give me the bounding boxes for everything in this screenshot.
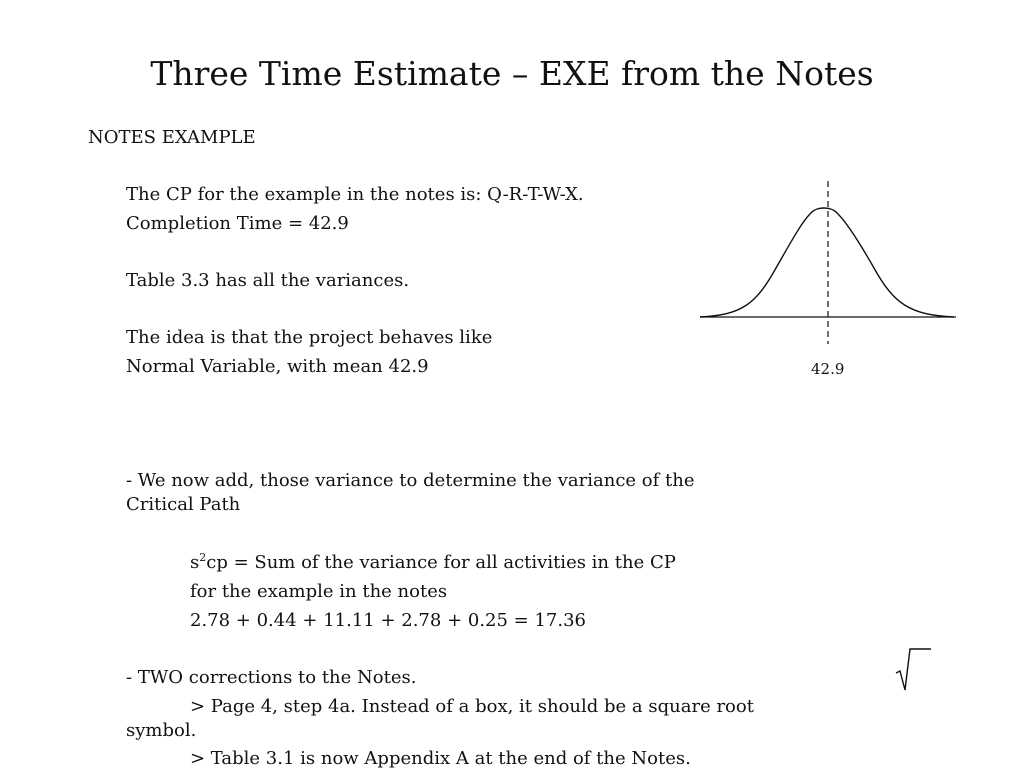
correction-1-line-2: symbol. xyxy=(126,720,197,741)
example-line: for the example in the notes xyxy=(190,581,448,602)
variances-line: Table 3.3 has all the variances. xyxy=(126,270,410,291)
critical-path-line: The CP for the example in the notes is: Q-R-T-W-X. xyxy=(126,184,584,205)
square-root-icon xyxy=(894,645,934,693)
formula-superscript: 2 xyxy=(199,551,207,564)
corrections-heading: - TWO corrections to the Notes. xyxy=(126,667,417,688)
formula-symbol: s xyxy=(190,552,200,573)
idea-line-2: Normal Variable, with mean 42.9 xyxy=(126,356,429,377)
slide-title: Three Time Estimate – EXE from the Notes xyxy=(150,54,874,93)
formula-text: cp = Sum of the variance for all activities in the CP xyxy=(206,552,676,573)
section-heading: NOTES EXAMPLE xyxy=(88,127,256,148)
mean-label: 42.9 xyxy=(811,360,845,378)
completion-time-line: Completion Time = 42.9 xyxy=(126,213,349,234)
correction-2: > Table 3.1 is now Appendix A at the end of the Notes. xyxy=(190,748,691,769)
idea-line-1: The idea is that the project behaves like xyxy=(126,327,493,348)
variance-sum-line: 2.78 + 0.44 + 11.11 + 2.78 + 0.25 = 17.36 xyxy=(190,610,586,631)
normal-distribution-curve xyxy=(694,178,964,348)
add-variances-line-2: Critical Path xyxy=(126,494,241,515)
bell-curve xyxy=(700,208,954,317)
correction-1-line-1: > Page 4, step 4a. Instead of a box, it should be a square root xyxy=(190,696,754,717)
add-variances-line-1: - We now add, those variance to determine the variance of the xyxy=(126,470,695,491)
variance-formula xyxy=(190,551,676,575)
